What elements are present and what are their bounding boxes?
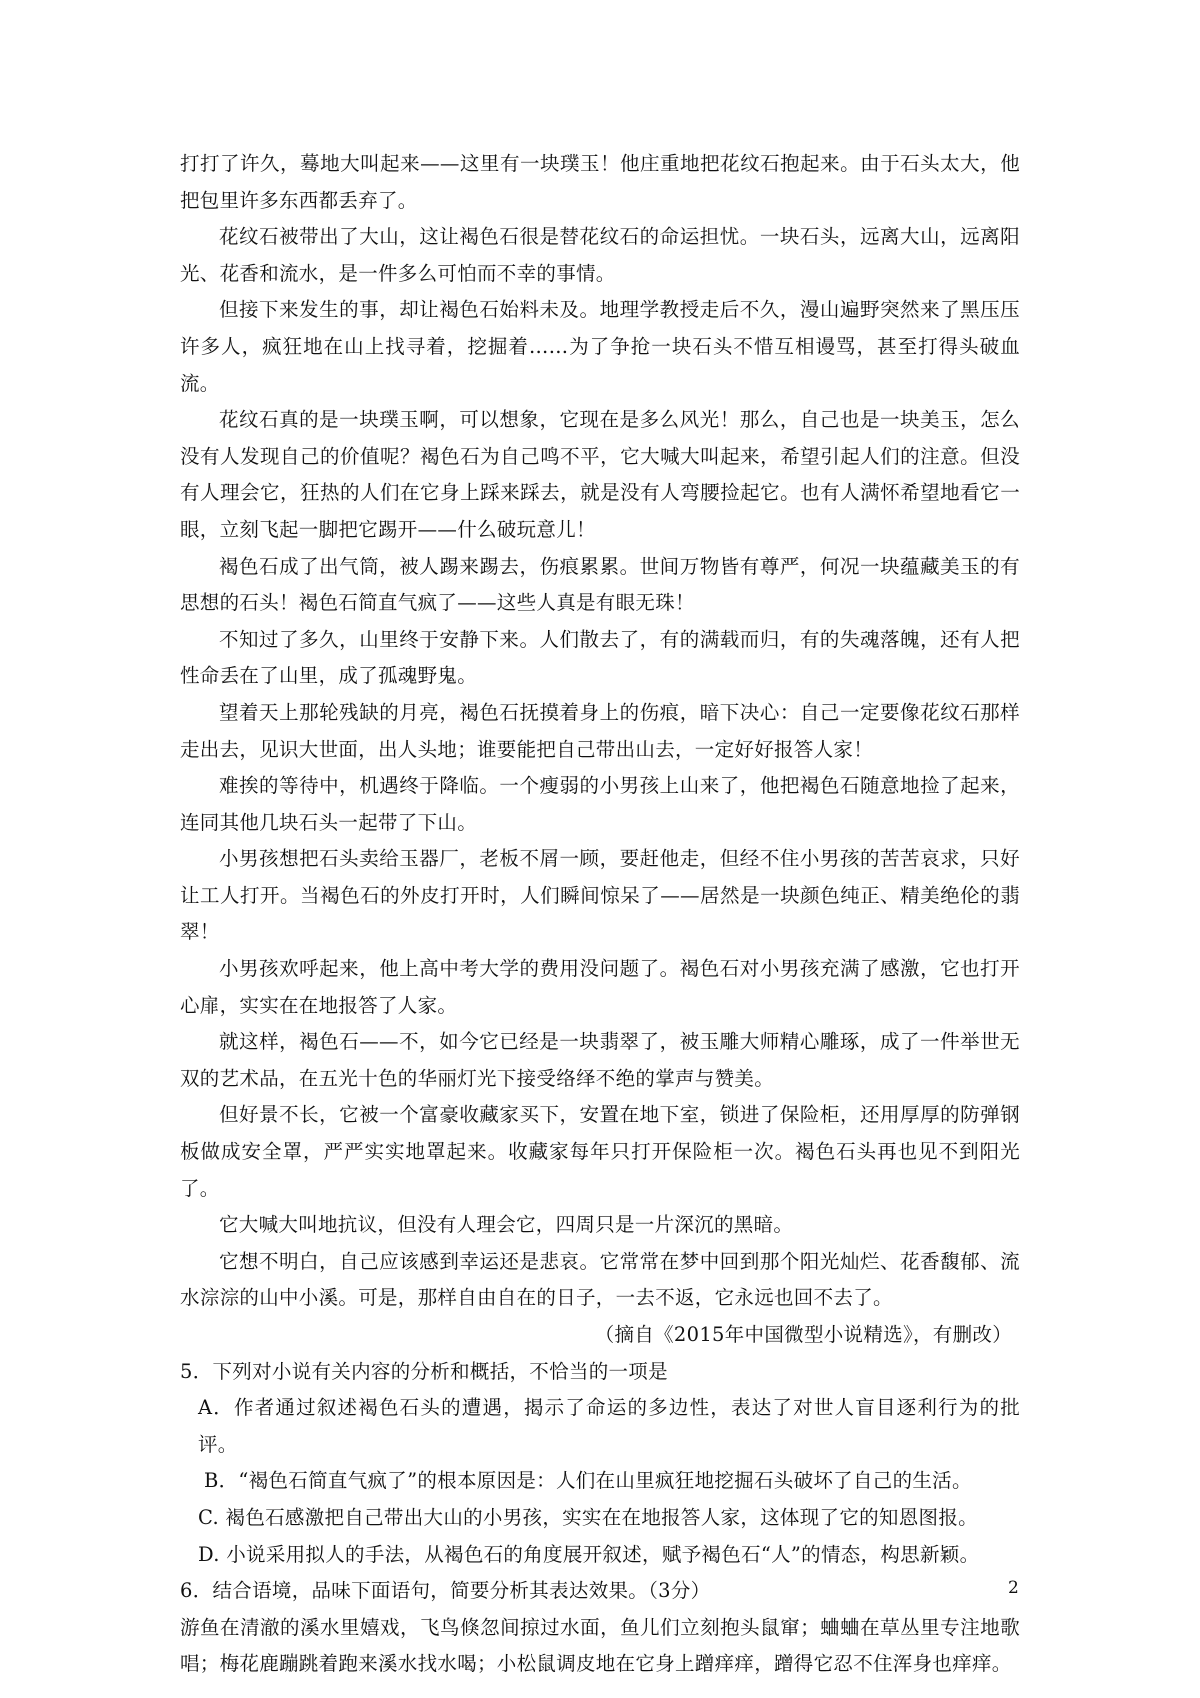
- story-paragraph-12: 但好景不长，它被一个富豪收藏家买下，安置在地下室，锁进了保险柜，还用厚厚的防弹钢板做成安全罩，严严实实地罩起来。收藏家每年只打开保险柜一次。褐色石头再也见不到阳光了。: [180, 1103, 1020, 1200]
- story-paragraph-13: 它大喊大叫地抗议，但没有人理会它，四周只是一片深沉的黑暗。: [219, 1213, 794, 1237]
- question-5-stem: 5．下列对小说有关内容的分析和概括，不恰当的一项是: [180, 1359, 668, 1383]
- story-paragraph-3: 但接下来发生的事，却让褐色石始料未及。地理学教授走后不久，漫山遍野突然来了黑压压许多人，疯狂地在山上找寻着，挖掘着……为了争抢一块石头不惜互相谩骂，甚至打得头破血流。: [180, 298, 1020, 395]
- story-paragraph-5: 褐色石成了出气筒，被人踢来踢去，伤痕累累。世间万物皆有尊严，何况一块蕴藏美玉的有思想的石头！褐色石简直气疯了——这些人真是有眼无珠！: [180, 554, 1020, 615]
- story-paragraph-2: 花纹石被带出了大山，这让褐色石很是替花纹石的命运担忧。一块石头，远离大山，远离阳光、花香和流水，是一件多么可怕而不幸的事情。: [180, 225, 1020, 285]
- story-paragraph-9: 小男孩想把石头卖给玉器厂，老板不屑一顾，要赶他走，但经不住小男孩的苦苦哀求，只好让工人打开。当褐色石的外皮打开时，人们瞬间惊呆了——居然是一块颜色纯正、精美绝伦的翡翠！: [180, 847, 1020, 944]
- story-paragraph-7: 望着天上那轮残缺的月亮，褐色石抚摸着身上的伤痕，暗下决心：自己一定要像花纹石那样走出去，见识大世面，出人头地；谁要能把自己带出山去，一定好好报答人家！: [180, 700, 1020, 761]
- question-5-option-d: D. 小说采用拟人的手法，从褐色石的角度展开叙述，赋予褐色石“人”的情态，构思新颖。: [198, 1542, 980, 1566]
- story-paragraph-6: 不知过了多久，山里终于安静下来。人们散去了，有的满载而归，有的失魂落魄，还有人把性命丢在了山里，成了孤魂野鬼。: [180, 627, 1020, 688]
- story-source: （摘自《2015年中国微型小说精选》，有删改）: [594, 1323, 1012, 1346]
- question-5-option-a: A．作者通过叙述褐色石头的遭遇，揭示了命运的多边性，表达了对世人盲目逐利行为的批评。: [198, 1396, 1020, 1456]
- story-paragraph-1: 打打了许久，蓦地大叫起来——这里有一块璞玉！他庄重地把花纹石抱起来。由于石头太大，他把包里许多东西都丢弃了。: [180, 152, 1020, 212]
- question-6-passage: 游鱼在清澈的溪水里嬉戏，飞鸟倏忽间掠过水面，鱼儿们立刻抱头鼠窜；蛐蛐在草丛里专注地歌唱；梅花鹿蹦跳着跑来溪水找水喝；小松鼠调皮地在它身上蹭痒痒，蹭得它忍不住浑身也痒痒。: [180, 1615, 1020, 1676]
- story-paragraph-11: 就这样，褐色石——不，如今它已经是一块翡翠了，被玉雕大师精心雕琢，成了一件举世无双的艺术品，在五光十色的华丽灯光下接受络绎不绝的掌声与赞美。: [180, 1030, 1020, 1090]
- page-number: 2: [1008, 1578, 1019, 1598]
- question-5-option-c: C. 褐色石感激把自己带出大山的小男孩，实实在在地报答人家，这体现了它的知恩图报。: [198, 1505, 978, 1529]
- question-5-option-b: B．“褐色石简直气疯了”的根本原因是：人们在山里疯狂地挖掘石头破坏了自己的生活。: [204, 1469, 972, 1493]
- story-paragraph-10: 小男孩欢呼起来，他上高中考大学的费用没问题了。褐色石对小男孩充满了感激，它也打开心扉，实实在在地报答了人家。: [180, 957, 1020, 1017]
- question-6-stem: 6．结合语境，品味下面语句，简要分析其表达效果。（3分）: [180, 1579, 711, 1603]
- story-paragraph-4: 花纹石真的是一块璞玉啊，可以想象，它现在是多么风光！那么，自己也是一块美玉，怎么没有人发现自己的价值呢？褐色石为自己鸣不平，它大喊大叫起来，希望引起人们的注意。但没有人理会它，狂热的人们在它身上踩来踩去，就是没有人弯腰捡起它。也有人满怀希望地看它一眼，立刻飞起一脚把它踢开——什么破玩意儿！: [180, 408, 1020, 541]
- document-body: [180, 146, 1020, 1683]
- story-paragraph-8: 难挨的等待中，机遇终于降临。一个瘦弱的小男孩上山来了，他把褐色石随意地捡了起来，连同其他几块石头一起带了下山。: [180, 774, 1020, 834]
- story-paragraph-14: 它想不明白，自己应该感到幸运还是悲哀。它常常在梦中回到那个阳光灿烂、花香馥郁、流水淙淙的山中小溪。可是，那样自由自在的日子，一去不返，它永远也回不去了。: [180, 1249, 1020, 1310]
